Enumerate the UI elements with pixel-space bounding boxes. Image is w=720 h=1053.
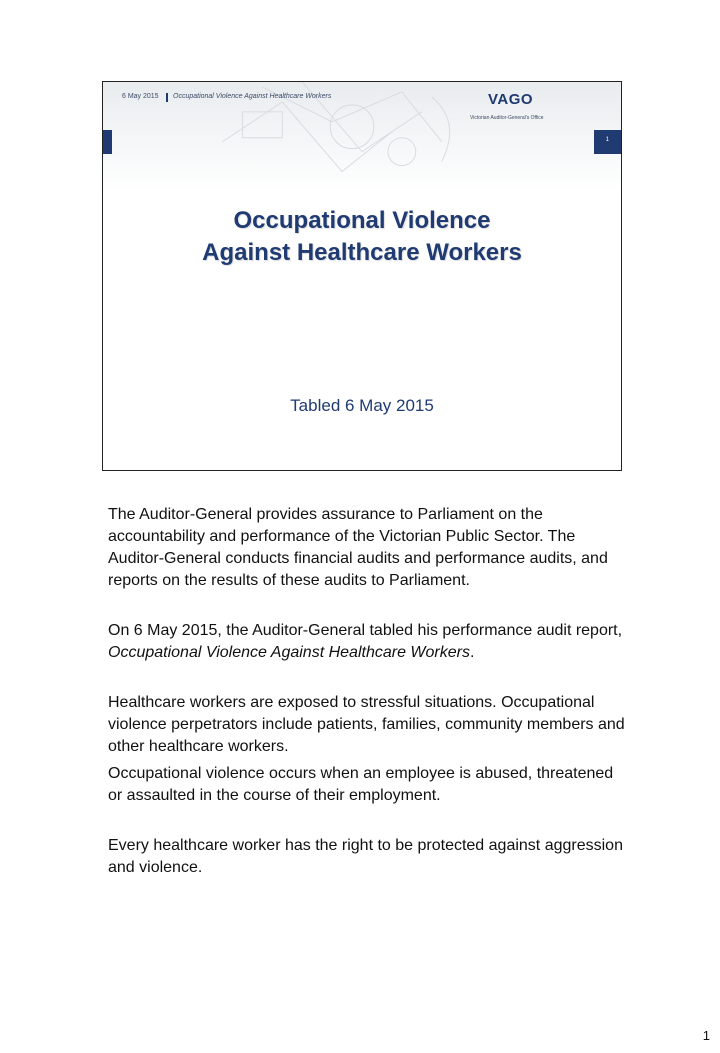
notes-paragraph xyxy=(108,620,628,664)
notes-text: . xyxy=(469,644,475,661)
notes-paragraph: Every healthcare worker has the right to be protected against aggression and violence. xyxy=(108,837,623,876)
slide-title xyxy=(103,205,621,269)
vago-logo-subtitle: Victorian Auditor-General's Office xyxy=(470,115,544,121)
slide-thumbnail xyxy=(102,81,622,471)
slide-title-line-2: Against Healthcare Workers xyxy=(202,239,522,266)
report-title-italic: Occupational Violence Against Healthcare Workers xyxy=(108,644,470,661)
notes-paragraph: The Auditor-General provides assurance to Parliament on the accountability and performance of the Victorian Public Sector. The Auditor-General conducts financial audits and performance audits, and reports on the results of these audits to Parliament. xyxy=(108,506,608,589)
slide-title-line-1: Occupational Violence xyxy=(233,207,491,234)
slide-number: 1 xyxy=(605,137,609,143)
notes-text: On 6 May 2015, the Auditor-General tabled his performance audit report, xyxy=(108,622,623,639)
slide-header-divider xyxy=(166,93,168,102)
slide-header-title: Occupational Violence Against Healthcare Workers xyxy=(173,93,332,100)
notes-paragraph: Healthcare workers are exposed to stressful situations. Occupational violence perpetrators include patients, families, community members and other healthcare workers. xyxy=(108,694,625,755)
page-number: 1 xyxy=(702,1028,710,1043)
speaker-notes xyxy=(108,504,628,879)
notes-paragraph: Occupational violence occurs when an employee is abused, threatened or assaulted in the course of their employment. xyxy=(108,765,614,804)
slide-subtitle: Tabled 6 May 2015 xyxy=(290,396,434,415)
vago-logo: VAGO xyxy=(488,91,534,108)
slide-accent-bar-left xyxy=(103,130,112,154)
slide-date: 6 May 2015 xyxy=(122,93,159,100)
